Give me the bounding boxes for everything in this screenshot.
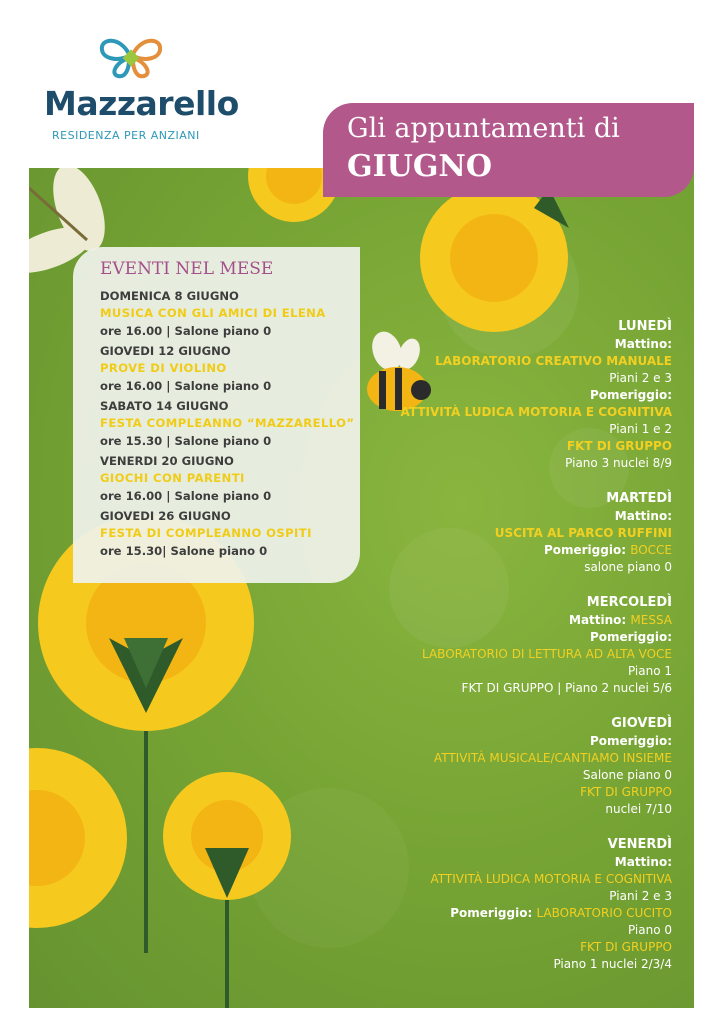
event-date: GIOVEDI 26 GIUGNO [100, 509, 231, 523]
events-title: EVENTI NEL MESE [100, 259, 274, 279]
period-label: Pomeriggio: [589, 388, 672, 402]
location: Piani 1 e 2 [609, 422, 672, 436]
location: Piani 2 e 3 [609, 889, 672, 903]
schedule-wednesday [332, 594, 672, 697]
activity: MESSA [630, 613, 672, 627]
event-item [100, 397, 360, 450]
header-title-box [323, 103, 694, 197]
schedule-tuesday [332, 490, 672, 576]
event-title: GIOCHI CON PARENTI [100, 471, 245, 485]
title-line-1: Gli appuntamenti di [347, 113, 620, 144]
dandelion-bottom-left-icon [29, 748, 127, 928]
event-time: ore 16.00 | Salone piano 0 [100, 379, 272, 393]
dandelion-top-right-icon [420, 184, 569, 332]
activity: FKT DI GRUPPO [580, 940, 672, 954]
schedule-monday [332, 318, 672, 472]
event-date: VENERDI 20 GIUGNO [100, 454, 234, 468]
event-date: DOMENICA 8 GIUGNO [100, 289, 239, 303]
activity: LABORATORIO CUCITO [536, 906, 672, 920]
event-title: PROVE DI VIOLINO [100, 361, 227, 375]
event-date: SABATO 14 GIUGNO [100, 399, 229, 413]
period-label: Mattino: [614, 337, 672, 351]
event-time: ore 15.30| Salone piano 0 [100, 544, 268, 558]
period-label: Pomeriggio: [589, 630, 672, 644]
event-title: FESTA COMPLEANNO “MAZZARELLO” [100, 416, 355, 430]
event-title: MUSICA CON GLI AMICI DI ELENA [100, 306, 326, 320]
events-panel [73, 247, 360, 583]
activity: USCITA AL PARCO RUFFINI [494, 526, 672, 540]
activity: LABORATORIO DI LETTURA AD ALTA VOCE [422, 647, 672, 661]
location: FKT DI GRUPPO | Piano 2 nuclei 5/6 [461, 681, 672, 695]
activity: ATTIVITÀ MUSICALE/CANTIAMO INSIEME [433, 751, 672, 765]
location: Piano 3 nuclei 8/9 [565, 456, 672, 470]
event-time: ore 16.00 | Salone piano 0 [100, 324, 272, 338]
location: Piano 1 nuclei 2/3/4 [553, 957, 672, 971]
day-name: VENERDÌ [607, 837, 672, 852]
activity: ATTIVITÀ LUDICA MOTORIA E COGNITIVA [430, 872, 672, 886]
event-title: FESTA DI COMPLEANNO OSPITI [100, 526, 312, 540]
event-item [100, 287, 360, 340]
day-name: MERCOLEDÌ [586, 595, 672, 610]
activity: FKT DI GRUPPO [566, 439, 672, 453]
day-name: GIOVEDÌ [611, 716, 672, 731]
activity: FKT DI GRUPPO [580, 785, 672, 799]
title-month: GIUGNO [347, 149, 492, 184]
schedule-thursday [332, 715, 672, 818]
location: nuclei 7/10 [605, 802, 672, 816]
period-label: Mattino: [569, 613, 631, 627]
period-label: Pomeriggio: [450, 906, 537, 920]
location: Piano 0 [627, 923, 672, 937]
brand-tagline: RESIDENZA PER ANZIANI [52, 129, 200, 142]
location: Piano 1 [627, 664, 672, 678]
activity: ATTIVITÀ LUDICA MOTORIA E COGNITIVA [400, 405, 672, 419]
event-item [100, 507, 360, 560]
butterfly-logo-icon [98, 32, 164, 80]
period-label: Pomeriggio: [589, 734, 672, 748]
event-time: ore 16.00 | Salone piano 0 [100, 489, 272, 503]
period-label: Pomeriggio: [543, 543, 631, 557]
activity: BOCCE [630, 543, 672, 557]
activity: LABORATORIO CREATIVO MANUALE [435, 354, 672, 368]
schedule-friday [332, 836, 672, 973]
day-name: LUNEDÌ [618, 319, 672, 334]
event-date: GIOVEDI 12 GIUGNO [100, 344, 231, 358]
location: Salone piano 0 [582, 768, 672, 782]
event-item [100, 342, 360, 395]
weekly-schedule [332, 318, 672, 991]
period-label: Mattino: [614, 855, 672, 869]
event-time: ore 15.30 | Salone piano 0 [100, 434, 272, 448]
brand-name: Mazzarello [44, 84, 239, 123]
period-label: Mattino: [614, 509, 672, 523]
event-item [100, 452, 360, 505]
location: salone piano 0 [584, 560, 672, 574]
location: Piani 2 e 3 [609, 371, 672, 385]
day-name: MARTEDÌ [606, 491, 672, 506]
